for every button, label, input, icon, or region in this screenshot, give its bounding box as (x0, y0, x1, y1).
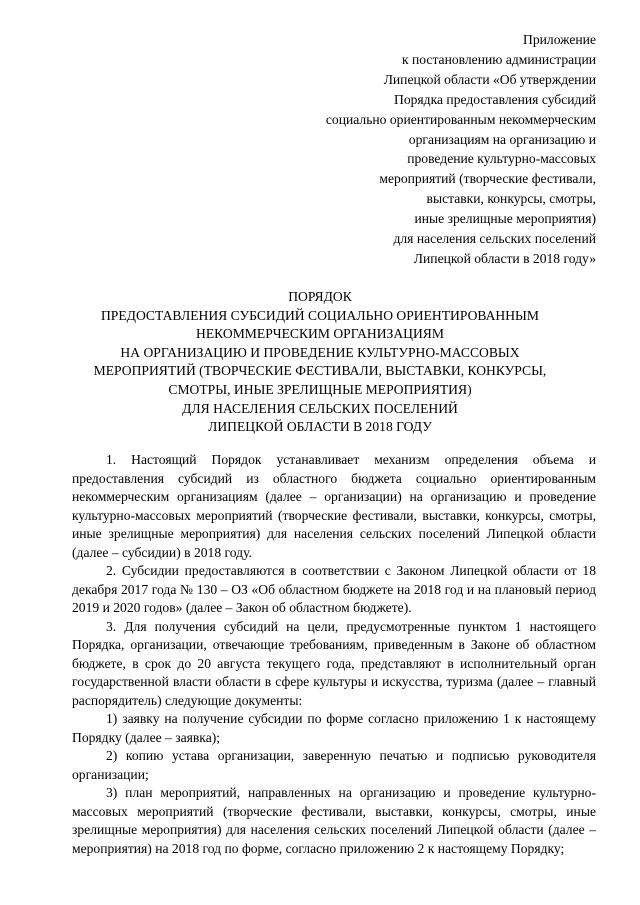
appendix-line: для населения сельских поселений (393, 231, 596, 247)
paragraph-3: 3. Для получения субсидий на цели, предусмотренные пунктом 1 настоящего Порядка, организации, отвечающие требованиям, приведенным в Законе об областном бюджете, в срок до 20 августа текущего года, представляют в исполнительный орган государственной власти области в сфере культуры и искусства, туризма (далее – главный распорядитель) следующие документы: (72, 618, 596, 708)
appendix-header (266, 30, 596, 269)
appendix-line: социально ориентированным некоммерческим (325, 111, 596, 127)
paragraph-3-item-3: 3) план мероприятий, направленных на организацию и проведение культурно-массовых мероприятий (творческие фестивали, выставки, конкурсы, смотры, иные зрелищные мероприятия) для населения сельских поселений Липецкой области (далее – мероприятия) на 2018 год по форме, согласно приложению 2 к настоящему Порядку; (72, 785, 596, 856)
title-line: ПОРЯДОК (288, 289, 352, 304)
title-line: СМОТРЫ, ИНЫЕ ЗРЕЛИЩНЫЕ МЕРОПРИЯТИЯ) (168, 381, 472, 397)
appendix-line: иные зрелищные мероприятия) (414, 211, 596, 227)
paragraph-1: 1. Настоящий Порядок устанавливает механизм определения объема и предоставления субсидий из областного бюджета социально ориентированным некоммерческим организациям (далее – организации) на организацию и проведение культурно-массовых мероприятий (творческие фестивали, выставки, конкурсы, смотры, иные зрелищные мероприятия) для населения сельских поселений Липецкой области (далее – субсидии) в 2018 году. (72, 452, 596, 560)
document-title (40, 288, 600, 437)
appendix-line: проведение культурно-массовых (407, 151, 596, 167)
appendix-line: мероприятий (творческие фестивали, (379, 171, 596, 187)
title-line: МЕРОПРИЯТИЙ (ТВОРЧЕСКИЕ ФЕСТИВАЛИ, ВЫСТАВКИ, КОНКУРСЫ, (93, 363, 547, 379)
paragraph-3-item-2: 2) копию устава организации, заверенную печатью и подписью руководителя организации; (72, 748, 596, 782)
title-line: НА ОРГАНИЗАЦИЮ И ПРОВЕДЕНИЕ КУЛЬТУРНО-МАССОВЫХ (120, 344, 520, 360)
title-line: НЕКОММЕРЧЕСКИМ ОРГАНИЗАЦИЯМ (196, 326, 444, 342)
document-body (72, 451, 596, 858)
appendix-line: Липецкой области в 2018 году» (413, 250, 596, 266)
title-line: ПРЕДОСТАВЛЕНИЯ СУБСИДИЙ СОЦИАЛЬНО ОРИЕНТИРОВАННЫМ (100, 307, 539, 323)
appendix-line: организациям на организацию и (408, 131, 596, 147)
appendix-line: выставки, конкурсы, смотры, (426, 191, 596, 207)
appendix-line: Липецкой области «Об утверждении (383, 71, 596, 87)
title-line: ЛИПЕЦКОЙ ОБЛАСТИ В 2018 ГОДУ (208, 419, 432, 435)
paragraph-3-item-1: 1) заявку на получение субсидии по форме согласно приложению 1 к настоящему Порядку (далее – заявка); (72, 711, 596, 745)
appendix-line: Приложение (523, 32, 596, 47)
paragraph-2: 2. Субсидии предоставляются в соответствии с Законом Липецкой области от 18 декабря 2017 года № 130 – ОЗ «Об областном бюджете на 2018 год и на плановый период 2019 и 2020 годов» (далее – Закон об областном бюджете). (72, 563, 596, 615)
title-line: ДЛЯ НАСЕЛЕНИЯ СЕЛЬСКИХ ПОСЕЛЕНИЙ (182, 400, 458, 416)
appendix-line: к постановлению администрации (402, 51, 596, 67)
appendix-line: Порядка предоставления субсидий (394, 91, 596, 107)
